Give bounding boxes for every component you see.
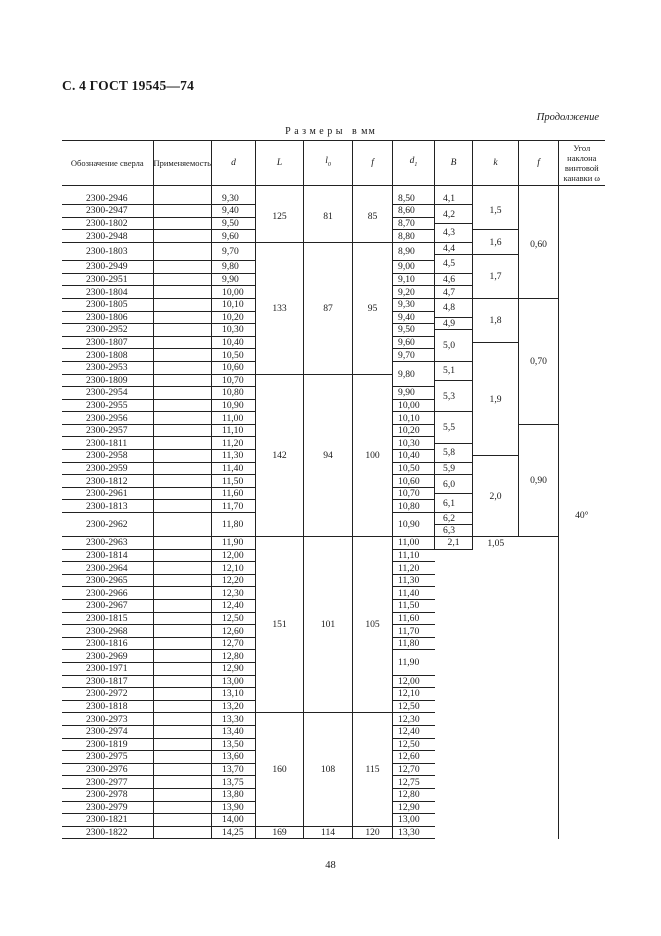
applicability-cell (153, 217, 212, 230)
d-cell: 9,80 (212, 261, 256, 274)
B-cell: 4,2 (435, 205, 473, 224)
k-cell: 1,7 (473, 254, 519, 298)
designation-cell: 2300-1804 (62, 286, 153, 299)
d1-cell: 10,00 (393, 399, 435, 412)
applicability-cell (153, 788, 212, 801)
L-group-l0: 101 (304, 537, 353, 713)
L-group-f: 95 (353, 242, 393, 374)
applicability-cell (153, 513, 212, 537)
d1-cell: 11,40 (393, 587, 435, 600)
designation-cell: 2300-1816 (62, 637, 153, 650)
applicability-cell (153, 192, 212, 205)
d-cell: 9,50 (212, 217, 256, 230)
applicability-cell (153, 286, 212, 299)
d1-cell: 13,00 (393, 814, 435, 827)
designation-cell: 2300-1811 (62, 437, 153, 450)
B-cell: 5,3 (435, 380, 473, 411)
units-label: в мм (351, 126, 376, 137)
d-cell: 12,50 (212, 612, 256, 625)
d-cell: 10,90 (212, 399, 256, 412)
applicability-cell (153, 412, 212, 425)
designation-cell: 2300-2965 (62, 574, 153, 587)
designation-cell: 2300-2967 (62, 600, 153, 613)
d1-cell: 10,30 (393, 437, 435, 450)
drill-dimensions-table (62, 140, 605, 839)
applicability-cell (153, 587, 212, 600)
designation-cell: 2300-2978 (62, 788, 153, 801)
d-cell: 12,20 (212, 574, 256, 587)
d1-cell: 8,80 (393, 230, 435, 243)
d1-cell: 8,70 (393, 217, 435, 230)
applicability-cell (153, 374, 212, 387)
B-cell: 5,5 (435, 412, 473, 443)
L-group-L: 151 (256, 537, 304, 713)
B-cell: 5,0 (435, 330, 473, 361)
designation-cell: 2300-2968 (62, 625, 153, 638)
col-d1-letter: d (409, 156, 415, 167)
B-cell: 4,4 (435, 242, 473, 254)
d1-cell: 9,60 (393, 336, 435, 349)
col-f: f (353, 141, 393, 186)
B-cell: 4,7 (435, 286, 473, 299)
applicability-cell (153, 298, 212, 311)
d1-cell: 12,75 (393, 776, 435, 789)
d1-cell: 12,30 (393, 713, 435, 726)
B-cell: 5,8 (435, 443, 473, 462)
d-cell: 9,90 (212, 273, 256, 286)
dimensions-label: Размеры (285, 126, 346, 137)
d-cell: 11,90 (212, 537, 256, 550)
applicability-cell (153, 776, 212, 789)
d-cell: 14,00 (212, 814, 256, 827)
table-body (62, 186, 605, 839)
designation-cell: 2300-2975 (62, 751, 153, 764)
col-d: d (212, 141, 256, 186)
applicability-cell (153, 675, 212, 688)
d-cell: 9,40 (212, 205, 256, 218)
d1-cell: 12,70 (393, 763, 435, 776)
d-cell: 11,50 (212, 475, 256, 488)
applicability-cell (153, 537, 212, 550)
d1-cell: 10,50 (393, 462, 435, 475)
d-cell: 12,70 (212, 637, 256, 650)
col-d1-sub: 1 (414, 161, 418, 168)
applicability-cell (153, 242, 212, 260)
d1-cell: 9,70 (393, 349, 435, 362)
applicability-cell (153, 650, 212, 663)
designation-cell: 2300-1821 (62, 814, 153, 827)
designation-cell: 2300-1805 (62, 298, 153, 311)
designation-cell: 2300-2948 (62, 230, 153, 243)
d1-cell: 11,70 (393, 625, 435, 638)
applicability-cell (153, 763, 212, 776)
applicability-cell (153, 437, 212, 450)
d1-cell: 8,50 (393, 192, 435, 205)
continuation-label: Продолжение (536, 112, 599, 123)
designation-cell: 2300-2966 (62, 587, 153, 600)
col-k: k (473, 141, 519, 186)
d-cell: 13,10 (212, 688, 256, 701)
L-group-f: 115 (353, 713, 393, 826)
applicability-cell (153, 487, 212, 500)
applicability-cell (153, 713, 212, 726)
L-group-l0: 108 (304, 713, 353, 826)
applicability-cell (153, 261, 212, 274)
applicability-cell (153, 361, 212, 374)
designation-cell: 2300-1807 (62, 336, 153, 349)
d1-cell: 12,50 (393, 738, 435, 751)
d-cell: 13,50 (212, 738, 256, 751)
d-cell: 13,75 (212, 776, 256, 789)
applicability-cell (153, 205, 212, 218)
d1-cell: 9,00 (393, 261, 435, 274)
d-cell: 13,70 (212, 763, 256, 776)
L-group-l0: 87 (304, 242, 353, 374)
d1-cell: 9,30 (393, 298, 435, 311)
B-cell: 6,1 (435, 494, 473, 513)
designation-cell: 2300-1814 (62, 549, 153, 562)
k-cell: 1,9 (473, 343, 519, 456)
applicability-cell (153, 336, 212, 349)
d-cell: 11,40 (212, 462, 256, 475)
designation-cell: 2300-2953 (62, 361, 153, 374)
d-cell: 11,60 (212, 487, 256, 500)
L-group-L: 169 (256, 826, 304, 839)
f2-cell: 0,70 (519, 298, 559, 424)
B-cell: 4,5 (435, 254, 473, 273)
B-cell: 4,8 (435, 298, 473, 317)
table-row (62, 713, 605, 719)
d1-cell: 10,20 (393, 424, 435, 437)
B-cell: 5,9 (435, 462, 473, 475)
B-cell: 4,3 (435, 223, 473, 242)
designation-cell: 2300-1971 (62, 662, 153, 675)
d1-cell: 9,20 (393, 286, 435, 299)
applicability-cell (153, 612, 212, 625)
applicability-cell (153, 324, 212, 337)
applicability-cell (153, 637, 212, 650)
L-group-L: 160 (256, 713, 304, 826)
d1-cell: 10,70 (393, 487, 435, 500)
designation-cell: 2300-2955 (62, 399, 153, 412)
B-cell: 6,3 (435, 525, 473, 537)
applicability-cell (153, 311, 212, 324)
L-group-L: 125 (256, 192, 304, 242)
designation-cell: 2300-2958 (62, 450, 153, 463)
L-group-f: 105 (353, 537, 393, 713)
col-l0 (304, 141, 353, 186)
B-cell: 4,9 (435, 317, 473, 330)
d1-cell: 13,30 (393, 826, 435, 839)
designation-cell: 2300-2956 (62, 412, 153, 425)
B-cell: 4,1 (435, 192, 473, 205)
page-number: 48 (325, 860, 336, 871)
designation-cell: 2300-1806 (62, 311, 153, 324)
designation-cell: 2300-2973 (62, 713, 153, 726)
designation-cell: 2300-1812 (62, 475, 153, 488)
d-cell: 10,50 (212, 349, 256, 362)
designation-cell: 2300-2974 (62, 725, 153, 738)
designation-cell: 2300-2954 (62, 387, 153, 400)
d1-cell: 11,30 (393, 574, 435, 587)
d1-cell: 8,60 (393, 205, 435, 218)
d-cell: 12,90 (212, 662, 256, 675)
applicability-cell (153, 662, 212, 675)
d1-cell: 9,10 (393, 273, 435, 286)
d-cell: 10,10 (212, 298, 256, 311)
applicability-cell (153, 600, 212, 613)
applicability-cell (153, 725, 212, 738)
applicability-cell (153, 349, 212, 362)
designation-cell: 2300-2959 (62, 462, 153, 475)
table-row (62, 192, 605, 198)
d1-cell: 12,80 (393, 788, 435, 801)
designation-cell: 2300-1817 (62, 675, 153, 688)
applicability-cell (153, 625, 212, 638)
applicability-cell (153, 399, 212, 412)
designation-cell: 2300-2952 (62, 324, 153, 337)
d1-cell: 10,60 (393, 475, 435, 488)
d-cell: 10,80 (212, 387, 256, 400)
document-header: С. 4 ГОСТ 19545—74 (62, 78, 195, 93)
d1-cell: 9,40 (393, 311, 435, 324)
designation-cell: 2300-2977 (62, 776, 153, 789)
d-cell: 13,30 (212, 713, 256, 726)
k-cell: 2,1 (435, 537, 473, 550)
k-cell: 1,6 (473, 230, 519, 255)
d1-cell: 10,10 (393, 412, 435, 425)
d-cell: 10,00 (212, 286, 256, 299)
d1-cell: 9,50 (393, 324, 435, 337)
col-l0-letter: l (325, 156, 328, 167)
d-cell: 13,00 (212, 675, 256, 688)
d-cell: 10,20 (212, 311, 256, 324)
d-cell: 13,60 (212, 751, 256, 764)
table-header-row (62, 141, 605, 186)
designation-cell: 2300-2976 (62, 763, 153, 776)
designation-cell: 2300-2961 (62, 487, 153, 500)
d-cell: 10,70 (212, 374, 256, 387)
d-cell: 13,90 (212, 801, 256, 814)
applicability-cell (153, 738, 212, 751)
col-d1 (393, 141, 435, 186)
d-cell: 14,25 (212, 826, 256, 839)
B-cell: 6,2 (435, 513, 473, 525)
col-f2: f (519, 141, 559, 186)
applicability-cell (153, 387, 212, 400)
col-B: B (435, 141, 473, 186)
d-cell: 11,30 (212, 450, 256, 463)
dimensions-caption (0, 126, 661, 137)
designation-cell: 2300-2969 (62, 650, 153, 663)
d1-cell: 11,00 (393, 537, 435, 550)
applicability-cell (153, 751, 212, 764)
d-cell: 10,60 (212, 361, 256, 374)
designation-cell: 2300-2957 (62, 424, 153, 437)
col-angle: Угол наклона винтовой канавки ω (559, 141, 605, 186)
designation-cell: 2300-1815 (62, 612, 153, 625)
d-cell: 12,60 (212, 625, 256, 638)
designation-cell: 2300-1818 (62, 700, 153, 713)
designation-cell: 2300-2964 (62, 562, 153, 575)
designation-cell: 2300-1803 (62, 242, 153, 260)
d1-cell: 9,80 (393, 361, 435, 386)
designation-cell: 2300-1802 (62, 217, 153, 230)
L-group-f: 85 (353, 192, 393, 242)
d-cell: 11,10 (212, 424, 256, 437)
d1-cell: 11,60 (393, 612, 435, 625)
applicability-cell (153, 826, 212, 839)
applicability-cell (153, 230, 212, 243)
d1-cell: 11,80 (393, 637, 435, 650)
applicability-cell (153, 801, 212, 814)
L-group-L: 133 (256, 242, 304, 374)
d-cell: 10,40 (212, 336, 256, 349)
applicability-cell (153, 475, 212, 488)
k-cell: 1,8 (473, 298, 519, 342)
B-cell: 6,0 (435, 475, 473, 494)
applicability-cell (153, 562, 212, 575)
designation-cell: 2300-2949 (62, 261, 153, 274)
d1-cell: 12,60 (393, 751, 435, 764)
d-cell: 9,30 (212, 192, 256, 205)
L-group-l0: 81 (304, 192, 353, 242)
d1-cell: 8,90 (393, 242, 435, 260)
L-group-l0: 94 (304, 374, 353, 537)
designation-cell: 2300-2951 (62, 273, 153, 286)
designation-cell: 2300-1808 (62, 349, 153, 362)
d1-cell: 11,20 (393, 562, 435, 575)
col-l0-sub: 0 (327, 161, 331, 168)
d-cell: 10,30 (212, 324, 256, 337)
d1-cell: 11,50 (393, 600, 435, 613)
applicability-cell (153, 700, 212, 713)
designation-cell: 2300-1809 (62, 374, 153, 387)
L-group-L: 142 (256, 374, 304, 537)
table-row (62, 826, 605, 832)
applicability-cell (153, 549, 212, 562)
L-group-l0: 114 (304, 826, 353, 839)
d-cell: 11,20 (212, 437, 256, 450)
d-cell: 13,40 (212, 725, 256, 738)
applicability-cell (153, 450, 212, 463)
designation-cell: 2300-2972 (62, 688, 153, 701)
d-cell: 11,00 (212, 412, 256, 425)
applicability-cell (153, 500, 212, 513)
applicability-cell (153, 424, 212, 437)
designation-cell: 2300-1822 (62, 826, 153, 839)
d1-cell: 12,10 (393, 688, 435, 701)
designation-cell: 2300-2947 (62, 205, 153, 218)
applicability-cell (153, 688, 212, 701)
designation-cell: 2300-2946 (62, 192, 153, 205)
d1-cell: 12,00 (393, 675, 435, 688)
d1-cell: 10,80 (393, 500, 435, 513)
applicability-cell (153, 814, 212, 827)
B-cell: 5,1 (435, 361, 473, 380)
designation-cell: 2300-1813 (62, 500, 153, 513)
f2-cell: 0,90 (519, 424, 559, 536)
table-row (62, 537, 605, 543)
d-cell: 9,70 (212, 242, 256, 260)
designation-cell: 2300-2979 (62, 801, 153, 814)
d-cell: 12,10 (212, 562, 256, 575)
B-cell: 4,6 (435, 273, 473, 286)
d1-cell: 10,40 (393, 450, 435, 463)
d1-cell: 12,90 (393, 801, 435, 814)
d-cell: 9,60 (212, 230, 256, 243)
col-L: L (256, 141, 304, 186)
applicability-cell (153, 462, 212, 475)
d-cell: 12,00 (212, 549, 256, 562)
designation-cell: 2300-2963 (62, 537, 153, 550)
d-cell: 12,30 (212, 587, 256, 600)
k-cell: 1,5 (473, 192, 519, 230)
f2-cell: 1,05 (473, 537, 519, 550)
L-group-f: 120 (353, 826, 393, 839)
d1-cell: 12,50 (393, 700, 435, 713)
d1-cell: 10,90 (393, 513, 435, 537)
d-cell: 12,80 (212, 650, 256, 663)
d-cell: 13,80 (212, 788, 256, 801)
d-cell: 12,40 (212, 600, 256, 613)
applicability-cell (153, 273, 212, 286)
d-cell: 13,20 (212, 700, 256, 713)
f2-cell: 0,60 (519, 192, 559, 298)
designation-cell: 2300-1819 (62, 738, 153, 751)
d-cell: 11,80 (212, 513, 256, 537)
d1-cell: 11,10 (393, 549, 435, 562)
designation-cell: 2300-2962 (62, 513, 153, 537)
d1-cell: 12,40 (393, 725, 435, 738)
d-cell: 11,70 (212, 500, 256, 513)
L-group-f: 100 (353, 374, 393, 537)
applicability-cell (153, 574, 212, 587)
k-cell: 2,0 (473, 456, 519, 537)
d1-cell: 9,90 (393, 387, 435, 400)
col-applicability: Применяемость (153, 141, 212, 186)
angle-cell: 40° (559, 192, 605, 839)
d1-cell: 11,90 (393, 650, 435, 675)
col-designation: Обозначение сверла (62, 141, 153, 186)
